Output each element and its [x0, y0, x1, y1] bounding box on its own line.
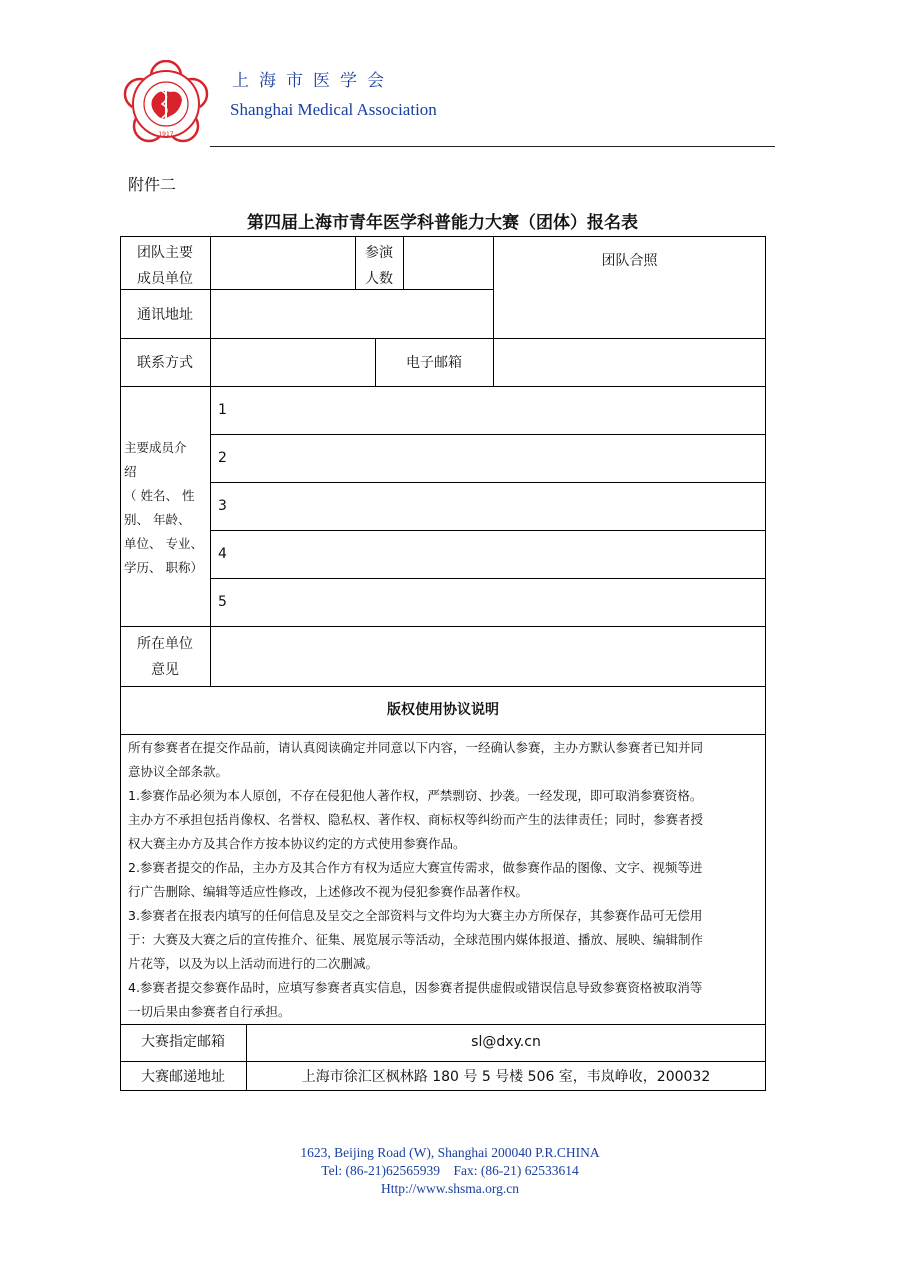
association-logo [122, 60, 210, 148]
members-label: 主要成员介 绍 （ 姓名、 性 别、 年龄、 单位、 专业、 学历、 职称） [124, 440, 203, 575]
copyright-text: 所有参赛者在提交作品前，请认真阅读确定并同意以下内容，一经确认参赛，主办方默认参赛者已知并同 意协议全部条款。 1.参赛作品必须为本人原创，不存在侵犯他人著作权，严禁剽窃、抄袭。一经发现，即可取消参赛资格。 主办方不承担包括肖像权、名誉权、隐私权、著作权、商标权等纠纷而产生的法律责任；同时，参赛者授 权大赛主办方及其合作方按本协议约定的方式使用参赛作品。 2.参赛者提交的作品，主办方及其合作方有权为适应大赛宣传需求，做参赛作品的图像、文字、视频等进 行广告删除、编辑等适应性修改，上述修改不视为侵犯参赛作品著作权。 3.参赛者在报表内填写的任何信息及呈交之全部资料与文件均为大赛主办方所保存，其参赛作品可无偿用 于：大赛及大赛之后的宣传推介、征集、展览展示等活动，全球范围内媒体报道、播放、展映、编辑制作 片花等，以及为以上活动而进行的二次删减。 4.参赛者提交参赛作品时，应填写参赛者真实信息，因参赛者提供虚假或错误信息导致参赛资格被取消等 一切后果由参赛者自行承担。 [128, 740, 704, 1019]
team-photo-label: 团队合照 [601, 253, 658, 269]
contest-mail-value: 上海市徐汇区枫林路 180 号 5 号楼 506 室，韦岚峥收，200032 [301, 1069, 711, 1085]
team-unit-field[interactable] [211, 237, 354, 288]
footer-website[interactable]: Http://www.shsma.org.cn [381, 1181, 519, 1196]
unit-opinion-field[interactable] [211, 627, 765, 685]
org-name-cn: 上海市医学会 [232, 71, 394, 91]
address-field[interactable] [211, 290, 492, 337]
member-row-3[interactable]: 3 [218, 498, 227, 514]
form-title: 第四届上海市青年医学科普能力大赛（团体）报名表 [247, 213, 638, 233]
member-row-5[interactable]: 5 [218, 594, 227, 610]
address-label: 通讯地址 [137, 307, 193, 323]
member-row-2[interactable]: 2 [218, 450, 227, 466]
contact-field[interactable] [211, 339, 374, 385]
footer-phone: Tel: (86-21)62565939 Fax: (86-21) 62533614 [321, 1163, 579, 1178]
email-label: 电子邮箱 [406, 355, 462, 371]
header-divider [210, 146, 775, 147]
contest-email-label: 大赛指定邮箱 [141, 1034, 225, 1050]
contact-label: 联系方式 [137, 355, 193, 371]
member-row-1[interactable]: 1 [218, 402, 227, 418]
footer-address: 1623, Beijing Road (W), Shanghai 200040 P.R.CHINA [300, 1145, 600, 1160]
member-row-4[interactable]: 4 [218, 546, 227, 562]
email-field[interactable] [494, 339, 765, 385]
participants-field[interactable] [404, 237, 492, 288]
participants-label: 参演 人数 [365, 245, 393, 287]
unit-opinion-label: 所在单位 意见 [137, 636, 193, 678]
svg-text:1917: 1917 [158, 131, 174, 138]
team-unit-label: 团队主要 成员单位 [137, 245, 193, 287]
contest-mail-label: 大赛邮递地址 [141, 1069, 225, 1085]
contest-email-value[interactable]: sl@dxy.cn [471, 1034, 541, 1050]
copyright-heading: 版权使用协议说明 [387, 702, 499, 718]
org-name-en: Shanghai Medical Association [230, 100, 437, 119]
attachment-label: 附件二 [128, 175, 177, 194]
